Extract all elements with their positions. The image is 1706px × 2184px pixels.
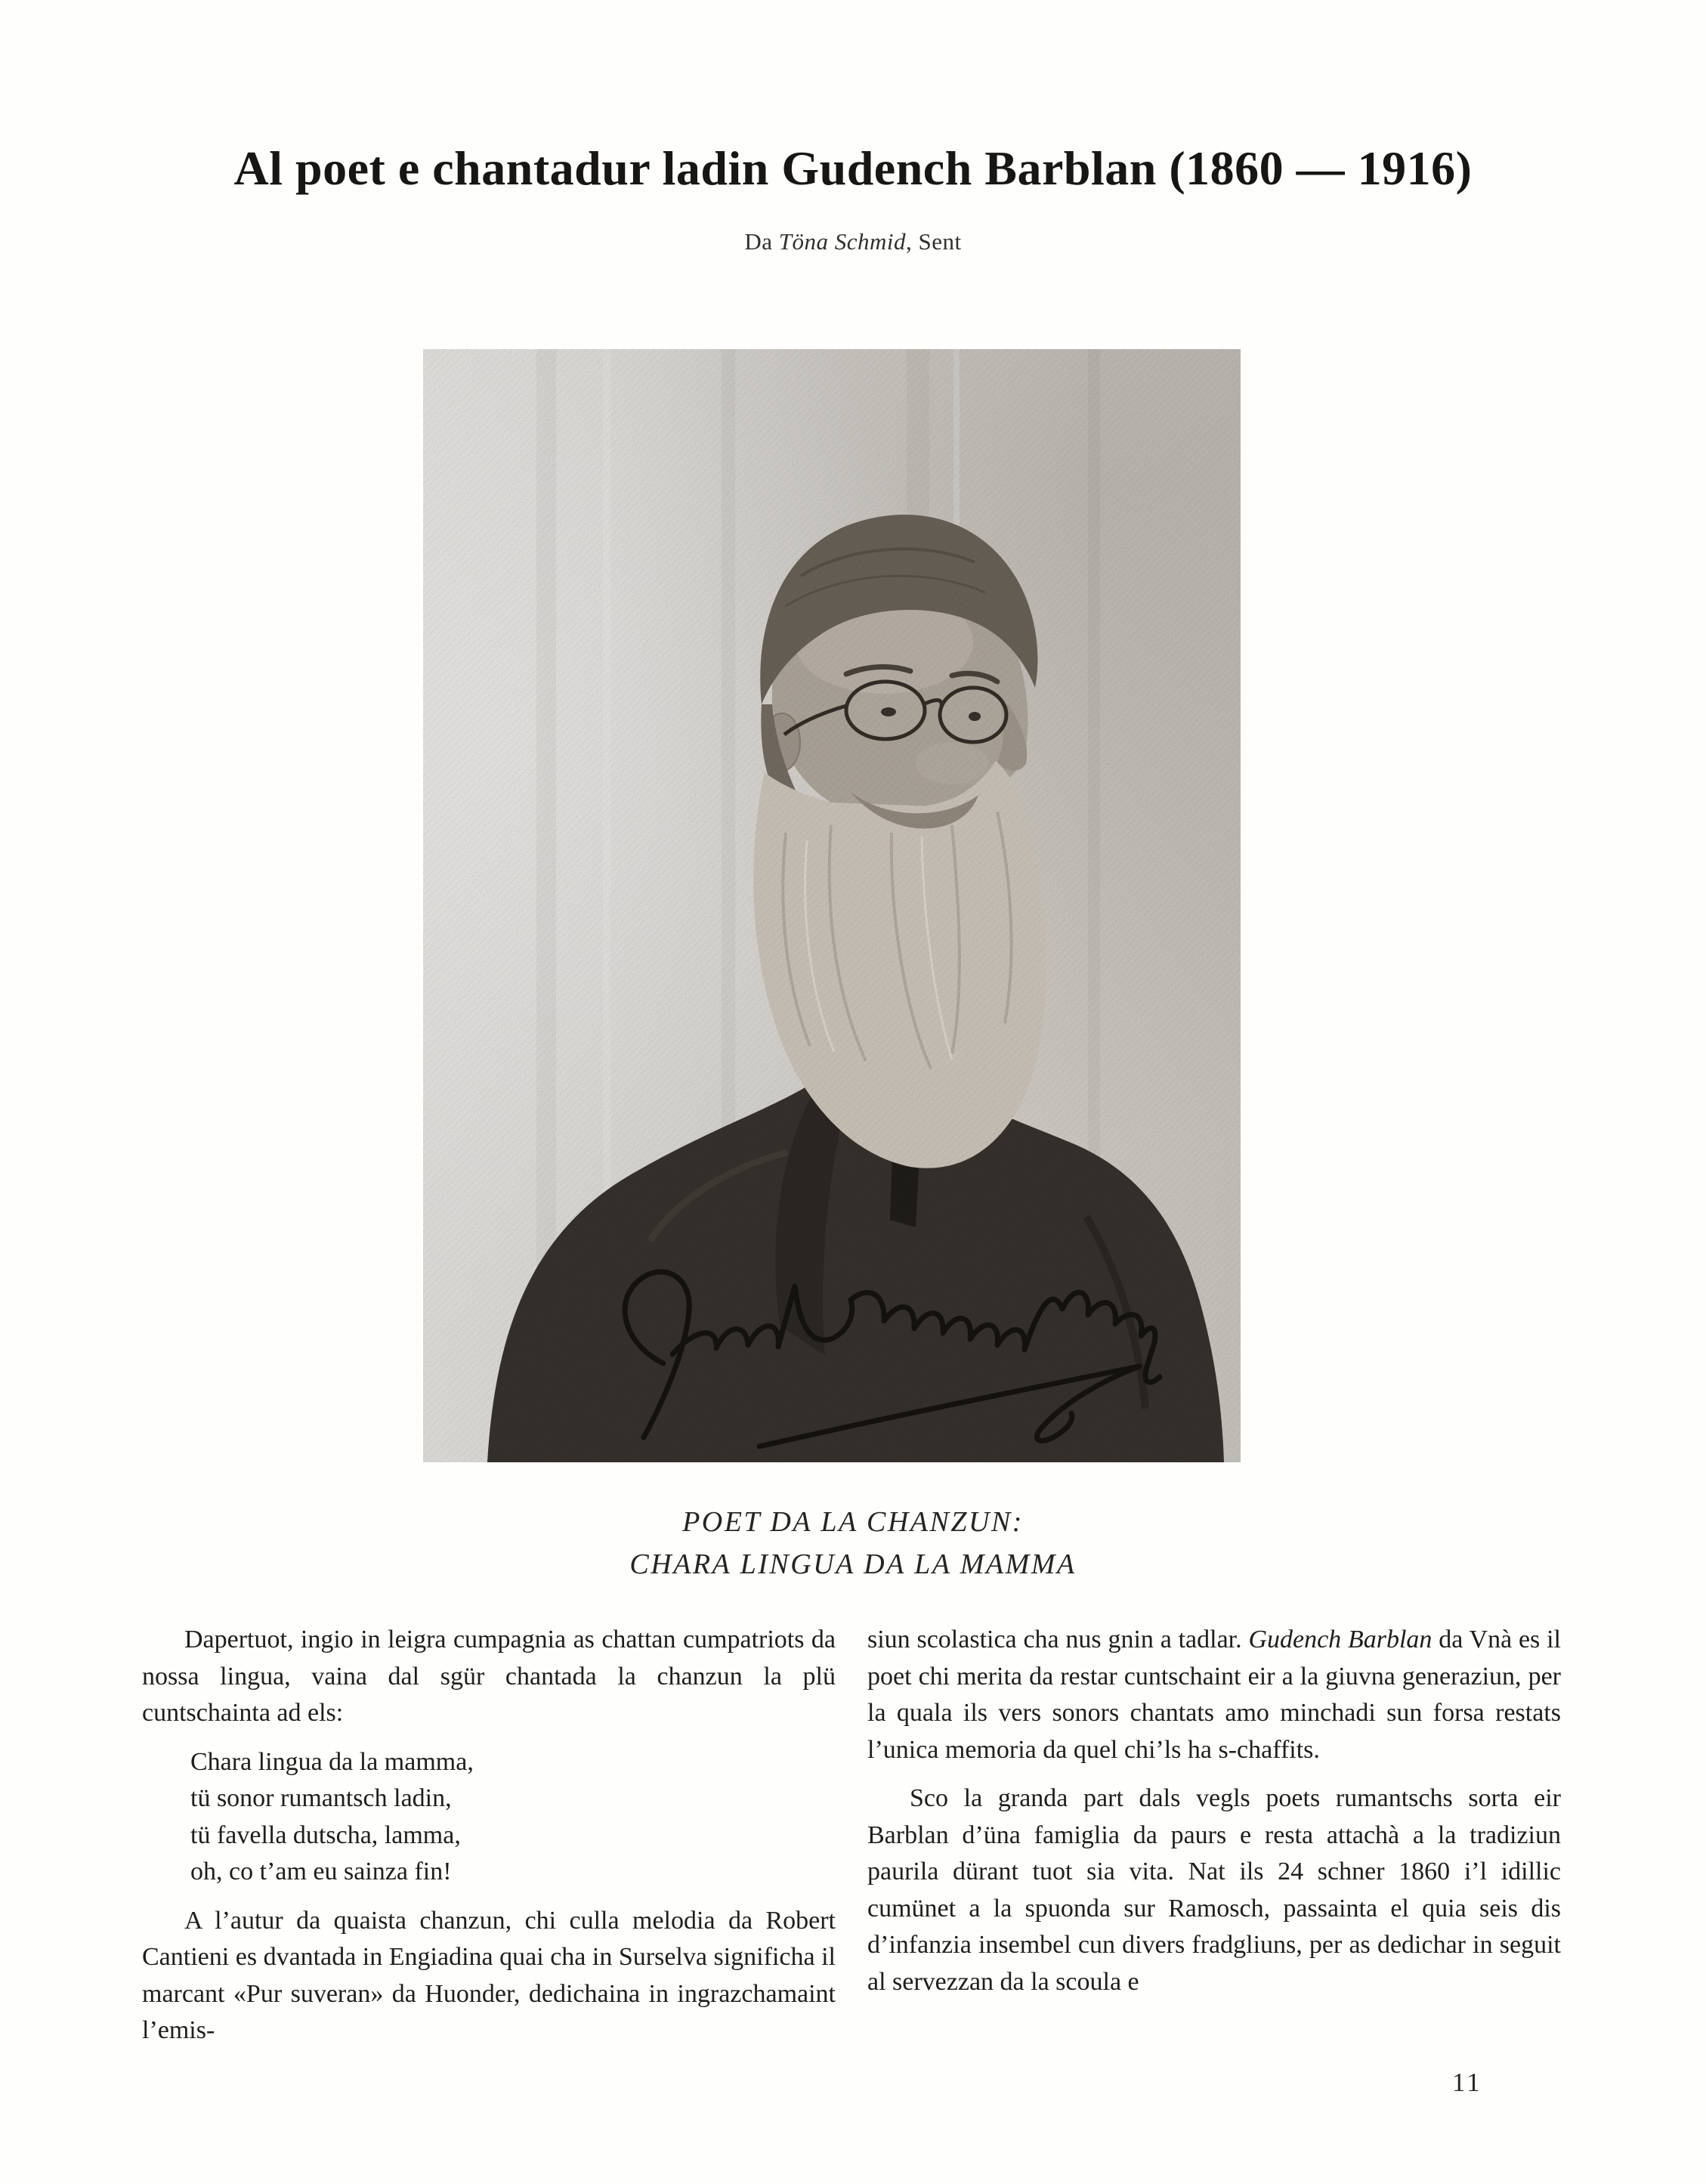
caption-line-1: POET DA LA CHANZUN:	[682, 1506, 1024, 1538]
grain-overlay	[423, 349, 1241, 1462]
right-paragraph-1-rest: da Vnà es il poet chi merita da restar cuntschaint eir a la giuvna generaziun, per la quala ils vers sonors chantats amo minchadi sun forsa restats l’unica memoria da quel chi’ls ha s-chaffits.	[867, 1626, 1561, 1764]
right-paragraph-2: Sco la granda part dals vegls poets rumantschs sorta eir Barblan d’üna famiglia da paurs e resta attachà a la tradiziun paurila dürant tuot sia vita. Nat ils 24 schner 1860 i’l idillic cumünet a la spuonda sur Ramosch, passainta el quia seis dis d’infanzia insembel cun divers fradgliuns, per as dedichar in seguit al servezzan da la scoula e	[867, 1784, 1561, 1996]
byline-prefix: Da	[744, 228, 779, 255]
right-column	[867, 1622, 1561, 2000]
page-number: 11	[1452, 2068, 1482, 2097]
caption-line-2: CHARA LINGUA DA LA MAMMA	[629, 1548, 1077, 1580]
left-column	[142, 1622, 836, 2049]
poem-line: tü sonor rumantsch ladin,	[190, 1784, 452, 1812]
right-paragraph-1-name: Gudench Barblan	[1248, 1626, 1432, 1653]
right-paragraph-1	[867, 1622, 1561, 1768]
poem-line: oh, co t’am eu sainza fin!	[190, 1858, 452, 1885]
photo-caption	[0, 1501, 1706, 1585]
left-paragraph-1: Dapertuot, ingio in leigra cumpagnia as chattan cumpatriots da nossa lingua, vaina dal sgür chantada la chanzun la plü cuntschainta ad els:	[142, 1626, 836, 1727]
poem-line: Chara lingua da la mamma,	[190, 1747, 474, 1776]
portrait-illustration	[423, 349, 1241, 1462]
poem-stanza	[190, 1744, 836, 1891]
left-paragraph-2: A l’autur da quaista chanzun, chi culla melodia da Robert Cantieni es dvantada in Engiadina quai cha in Surselva significha il marcant «Pur suveran» da Huonder, dedichaina in ingrazchamaint l’emis-	[142, 1906, 836, 2044]
byline-suffix: , Sent	[906, 228, 962, 255]
article-byline	[0, 228, 1706, 255]
right-paragraph-1-text: siun scolastica cha nus gnin a tadlar.	[867, 1626, 1249, 1653]
portrait-photo	[423, 349, 1241, 1462]
article-title: Al poet e chantadur ladin Gudench Barblan (1860 — 1916)	[233, 141, 1473, 195]
byline-author: Töna Schmid	[778, 228, 907, 255]
poem-line: tü favella dutscha, lamma,	[190, 1821, 461, 1849]
